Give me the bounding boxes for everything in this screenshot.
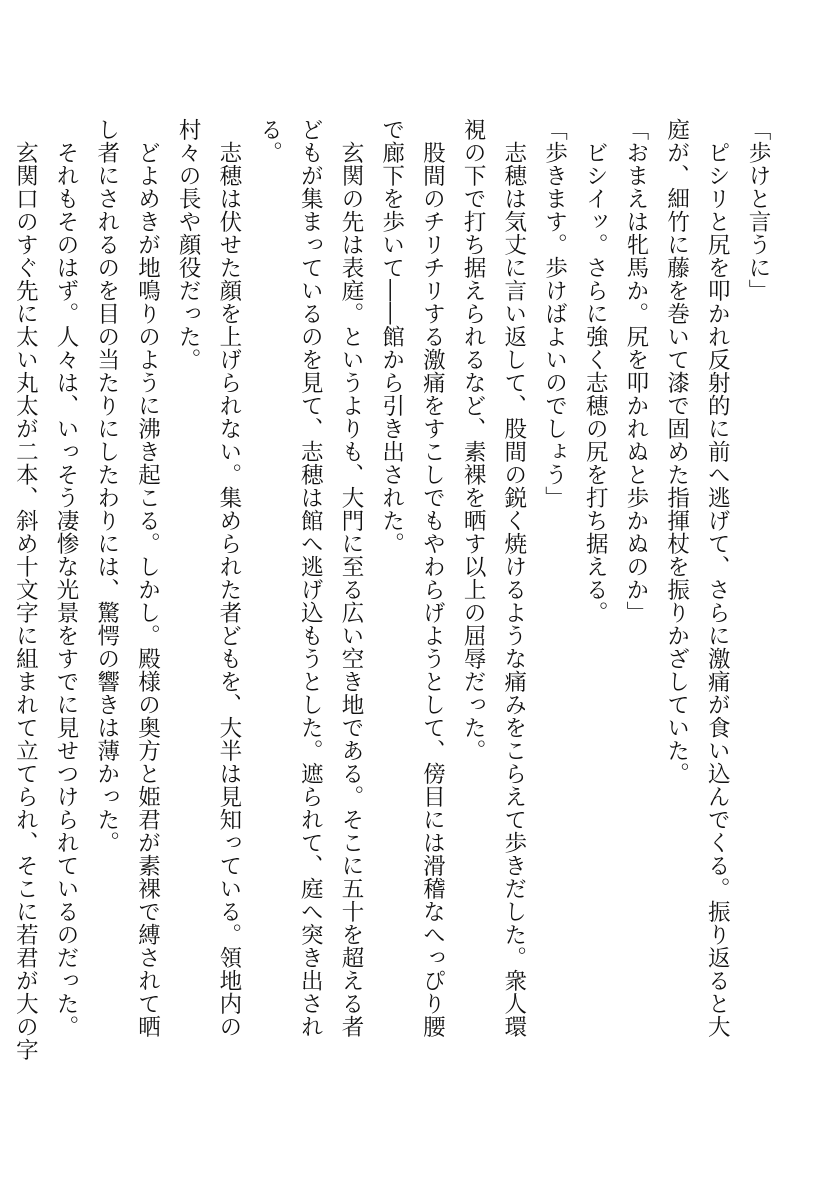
text-line: 志穂は伏せた顔を上げられない。集められた者どもを、大半は見知っている。領地内の xyxy=(215,118,242,1038)
text-line: 村々の長や顔役だった。 xyxy=(175,118,202,371)
text-line: 玄関口のすぐ先に太い丸太が二本、斜め十文字に組まれて立てられ、そこに若君が大の字 xyxy=(12,118,39,1061)
text-line: る。 xyxy=(256,118,283,164)
text-line: 「歩きます。歩けばよいのでしょう」 xyxy=(541,118,568,509)
text-line: 視の下で打ち据えられるなど、素裸を晒す以上の屈辱だった。 xyxy=(460,118,487,762)
text-line: ピシリと尻を叩かれ反射的に前へ逃げて、さらに激痛が食い込んでくる。振り返ると大 xyxy=(704,118,731,1038)
text-line xyxy=(0,118,5,1018)
text-line: し者にされるのを目の当たりにしたわりには、驚愕の響きは薄かった。 xyxy=(93,118,120,854)
text-line: 「歩けと言うに」 xyxy=(745,118,771,302)
text-line: 玄関の先は表庭。というよりも、大門に至る広い空き地である。そこに五十を超える者 xyxy=(337,118,364,1038)
text-line: それもそのはず。人々は、いっそう凄惨な光景をすでに見せつけられているのだった。 xyxy=(53,118,80,1038)
text-line: ビシイッ。さらに強く志穂の尻を打ち据える。 xyxy=(582,118,609,624)
text-line: 股間のチリチリする激痛をすこしでもやわらげようとして、傍目には滑稽なへっぴり腰 xyxy=(419,118,446,1038)
text-line: どよめきが地鳴りのように沸き起こる。しかし。殿様の奥方と姫君が素裸で縛されて晒 xyxy=(134,118,161,1038)
text-line: 庭が、細竹に藤を巻いて漆で固めた指揮杖を振りかざしていた。 xyxy=(663,118,690,785)
text-line: 志穂は気丈に言い返して、股間の鋭く焼けるような痛みをこらえて歩きだした。衆人環 xyxy=(500,118,527,1038)
text-line: 「おまえは牝馬か。尻を叩かれぬと歩かぬのか」 xyxy=(622,118,649,624)
text-line: で廊下を歩いて――館から引き出された。 xyxy=(378,118,405,555)
text-line: どもが集まっているのを見て、志穂は館へ逃げ込もうとした。遮られて、庭へ突き出され xyxy=(297,118,324,1038)
vertical-text-body xyxy=(0,118,778,1061)
